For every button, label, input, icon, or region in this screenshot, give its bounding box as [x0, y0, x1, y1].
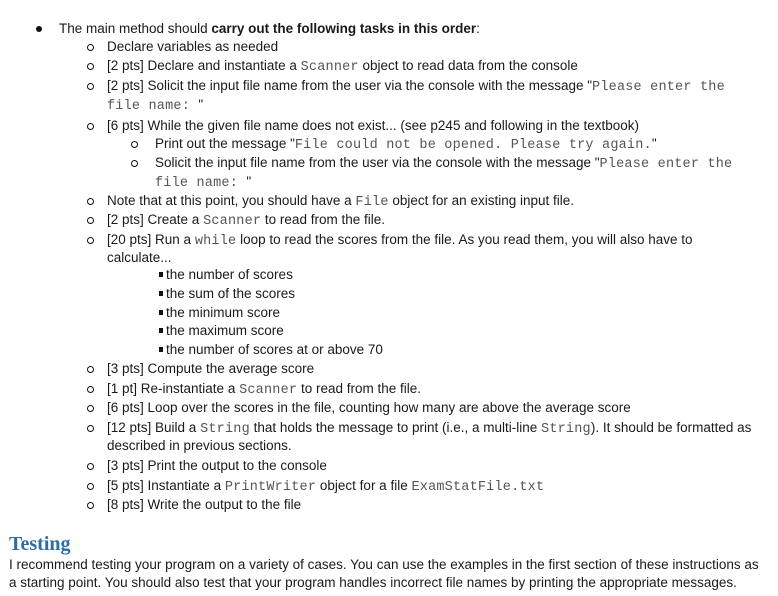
- step-while-solicit-cont: file name: ": [155, 174, 252, 191]
- intro-prefix: The main method should: [59, 21, 212, 36]
- intro-line: [59, 20, 480, 38]
- step-loop-above: [6 pts] Loop over the scores in the file, counting how many are above the average score: [107, 400, 631, 415]
- testing-heading: Testing: [9, 533, 71, 555]
- circle-bullet: [131, 160, 138, 167]
- circle-bullet: [87, 63, 94, 70]
- testing-paragraph-line1: I recommend testing your program on a variety of cases. You can use the examples in the first section of these instructions as: [9, 557, 759, 572]
- circle-bullet: [87, 237, 94, 244]
- step-declare: Declare variables as needed: [107, 39, 279, 54]
- step-average: [3 pts] Compute the average score: [107, 361, 315, 376]
- circle-bullet: [87, 217, 94, 224]
- calc-item: the sum of the scores: [166, 286, 296, 301]
- square-bullet: [159, 347, 163, 352]
- step-reinstantiate: [1 pt] Re-instantiate a Scanner to read from the file.: [107, 381, 421, 398]
- intro-bold: carry out the following tasks in this order: [211, 21, 477, 36]
- circle-bullet: [131, 141, 138, 148]
- calc-item: the number of scores at or above 70: [166, 342, 383, 357]
- step-build-string: [12 pts] Build a String that holds the message to print (i.e., a multi-line String). It should be formatted as: [107, 420, 752, 437]
- bullet-dot: [36, 26, 42, 32]
- circle-bullet: [87, 83, 94, 90]
- circle-bullet: [87, 386, 94, 393]
- step-printwriter: [5 pts] Instantiate a PrintWriter object for a file ExamStatFile.txt: [107, 478, 545, 495]
- calc-item: the number of scores: [166, 267, 293, 282]
- step-while-solicit: Solicit the input file name from the user via the console with the message "Please enter the: [155, 155, 733, 172]
- step-write-output: [8 pts] Write the output to the file: [107, 497, 302, 512]
- circle-bullet: [87, 483, 94, 490]
- step-build-string-cont: described in previous sections.: [107, 438, 292, 453]
- step-while: [6 pts] While the given file name does not exist... (see p245 and following in the textbook): [107, 118, 640, 133]
- square-bullet: [159, 310, 163, 315]
- square-bullet: [159, 328, 163, 333]
- circle-bullet: [87, 44, 94, 51]
- step-scanner-console: [2 pts] Declare and instantiate a Scanner object to read data from the console: [107, 58, 578, 75]
- circle-bullet: [87, 425, 94, 432]
- circle-bullet: [87, 366, 94, 373]
- step-print-output: [3 pts] Print the output to the console: [107, 458, 327, 473]
- step-note: Note that at this point, you should have a File object for an existing input file.: [107, 193, 574, 210]
- step-solicit: [2 pts] Solicit the input file name from the user via the console with the message "Please enter the: [107, 78, 725, 95]
- circle-bullet: [87, 463, 94, 470]
- circle-bullet: [87, 405, 94, 412]
- step-create-scanner: [2 pts] Create a Scanner to read from the file.: [107, 212, 385, 229]
- step-run-while-cont: calculate...: [107, 250, 172, 265]
- step-run-while: [20 pts] Run a while loop to read the scores from the file. As you read them, you will also have to: [107, 232, 693, 249]
- square-bullet: [159, 272, 163, 277]
- step-while-print: Print out the message "File could not be opened. Please try again.": [155, 136, 657, 153]
- calc-item: the maximum score: [166, 323, 284, 338]
- square-bullet: [159, 291, 163, 296]
- testing-paragraph-line2: a starting point. You should also test that your program handles incorrect file names by printing the appropriate messages.: [9, 575, 737, 590]
- circle-bullet: [87, 123, 94, 130]
- circle-bullet: [87, 198, 94, 205]
- step-solicit-cont: file name: ": [107, 97, 204, 114]
- calc-item: the minimum score: [166, 305, 281, 320]
- circle-bullet: [87, 502, 94, 509]
- intro-suffix: :: [476, 21, 480, 36]
